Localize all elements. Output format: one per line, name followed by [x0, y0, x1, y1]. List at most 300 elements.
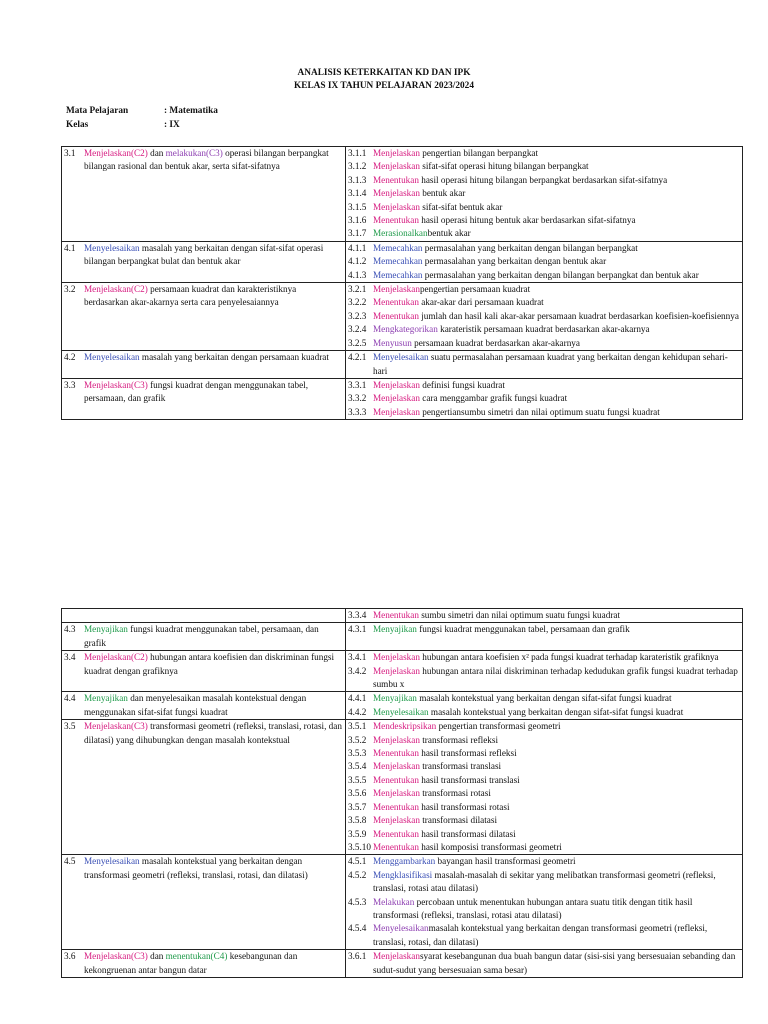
kd-cell: [62, 283, 346, 351]
ipk-number: 4.3.1: [348, 624, 367, 635]
ipk-number: 4.5.4: [348, 923, 367, 934]
ipk-number: 4.5.1: [348, 856, 367, 867]
table-row: [62, 720, 743, 855]
ipk-text: [373, 896, 739, 923]
ipk-item: [348, 296, 739, 309]
kd-item: [64, 283, 342, 310]
verb-highlight: Menjelaskan(C3): [84, 721, 148, 732]
ipk-number: 3.1.6: [348, 215, 367, 226]
ipk-item: [348, 896, 739, 923]
meta-label: Kelas: [66, 119, 89, 130]
title-line-2: KELAS IX TAHUN PELAJARAN 2023/2024: [294, 81, 474, 91]
verb-highlight: Menjelaskan: [373, 761, 420, 772]
ipk-text: [373, 869, 739, 896]
ipk-text: [373, 406, 739, 419]
ipk-text: [373, 379, 739, 392]
kd-text: [84, 623, 342, 650]
text-segment: hasil transformasi refleksi: [418, 748, 517, 759]
kd-cell: [62, 651, 346, 692]
verb-highlight: Menentukan: [373, 174, 419, 185]
kd-cell: [62, 720, 346, 855]
ipk-number: 3.5.4: [348, 761, 367, 772]
ipk-cell: [346, 147, 743, 242]
ipk-item: [348, 227, 739, 240]
ipk-number: 3.5.2: [348, 734, 367, 745]
verb-highlight: Menyusun: [373, 337, 412, 348]
ipk-number: 3.4.2: [348, 665, 367, 676]
verb-highlight: Menentukan: [373, 310, 419, 321]
text-segment: persamaan kuadrat dan karakteristiknya berdasarkan akar-akarnya serta cara penyelesaiannya: [84, 284, 297, 308]
ipk-number: 3.1.5: [348, 201, 367, 212]
ipk-text: [373, 310, 739, 323]
ipk-item: [348, 814, 739, 827]
ipk-item: [348, 283, 739, 296]
ipk-text: [373, 760, 739, 773]
ipk-text: [373, 174, 739, 187]
kd-item: [64, 692, 342, 719]
ipk-text: [373, 950, 739, 977]
text-segment: hasil transformasi dilatasi: [418, 828, 516, 839]
ipk-item: [348, 720, 739, 733]
ipk-item: [348, 201, 739, 214]
meta-row-class: [66, 119, 218, 133]
table-row: [62, 378, 743, 419]
ipk-number: 3.5.6: [348, 788, 367, 799]
text-segment: hasil operasi hitung bilangan berpangkat berdasarkan sifat-sifatnya: [418, 174, 668, 185]
ipk-item: [348, 174, 739, 187]
text-segment: dan: [147, 148, 166, 158]
text-segment: sifat-sifat bentuk akar: [419, 201, 503, 212]
ipk-text: [373, 609, 739, 622]
text-segment: jumlah dan hasil kali akar-akar persamaan kuadrat berdasarkan koefisien-koefisiennya: [418, 310, 739, 321]
text-segment: dan menyelesaikan masalah kontekstual dengan menggunakan sifat-sifat fungsi kuadrat: [84, 693, 307, 717]
ipk-number: 4.2.1: [348, 352, 367, 363]
verb-highlight: Melakukan: [373, 896, 415, 907]
verb-highlight: Menjelaskan: [373, 161, 420, 172]
ipk-item: [348, 351, 739, 378]
verb-highlight: Menentukan: [373, 841, 419, 852]
text-segment: masalah kontekstual yang berkaitan dengan sifat-sifat fungsi kuadrat: [416, 693, 672, 704]
ipk-number: 4.4.1: [348, 693, 367, 704]
ipk-text: [373, 828, 739, 841]
ipk-item: [348, 323, 739, 336]
ipk-item: [348, 623, 739, 636]
ipk-number: 4.1.3: [348, 269, 367, 280]
verb-highlight: Menjelaskan: [373, 951, 420, 962]
ipk-text: [373, 255, 739, 268]
kd-ipk-table-2: [61, 608, 743, 978]
meta-label: Mata Pelajaran: [66, 106, 129, 116]
ipk-cell: [346, 623, 743, 651]
ipk-item: [348, 147, 739, 160]
verb-highlight: Menjelaskan(C2): [84, 652, 148, 663]
kd-item: [64, 379, 342, 406]
text-segment: permasalahan yang berkaitan dengan bilangan berpangkat dan bentuk akar: [422, 269, 699, 280]
text-segment: hubungan antara koefisien dan diskriminan fungsi kuadrat dengan grafiknya: [84, 652, 335, 676]
kd-number: 3.2: [64, 284, 76, 295]
ipk-number: 3.5.1: [348, 721, 367, 732]
ipk-item: [348, 706, 739, 719]
ipk-text: [373, 201, 739, 214]
ipk-item: [348, 242, 739, 255]
ipk-item: [348, 760, 739, 773]
verb-highlight: Menjelaskan: [373, 406, 420, 417]
text-segment: hasil komposisi transformasi geometri: [418, 841, 562, 852]
text-segment: pengertian bilangan berpangkat: [419, 148, 539, 158]
kd-number: 4.2: [64, 352, 76, 363]
verb-highlight: Menjelaskan: [373, 201, 420, 212]
meta-value: : IX: [164, 119, 180, 130]
ipk-text: [373, 296, 739, 309]
verb-highlight: Menggambarkan: [373, 856, 436, 867]
kd-number: 3.1: [64, 148, 76, 158]
table-row: [62, 623, 743, 651]
kd-item: [64, 623, 342, 650]
verb-highlight: Menjelaskan: [373, 148, 420, 158]
text-segment: pengertian transformasi geometri: [436, 721, 561, 732]
ipk-item: [348, 692, 739, 705]
text-segment: hasil transformasi rotasi: [418, 801, 510, 812]
kd-number: 4.1: [64, 242, 76, 253]
ipk-text: [373, 214, 739, 227]
ipk-item: [348, 406, 739, 419]
ipk-number: 3.3.1: [348, 379, 367, 390]
kd-number: 4.4: [64, 693, 76, 704]
ipk-text: [373, 734, 739, 747]
ipk-cell: [346, 351, 743, 379]
ipk-number: 3.1.7: [348, 228, 367, 239]
ipk-number: 3.5.10: [348, 841, 371, 852]
ipk-text: [373, 692, 739, 705]
ipk-text: [373, 323, 739, 336]
ipk-text: [373, 787, 739, 800]
kd-text: [84, 855, 342, 882]
text-segment: cara menggambar grafik fungsi kuadrat: [419, 393, 568, 404]
kd-item: [64, 147, 342, 174]
ipk-number: 3.3.2: [348, 393, 367, 404]
verb-highlight: Menjelaskan: [373, 188, 420, 199]
ipk-item: [348, 379, 739, 392]
meta-value: : Matematika: [164, 106, 218, 116]
ipk-item: [348, 787, 739, 800]
kd-cell: [62, 623, 346, 651]
verb-highlight: Menjelaskan(C2): [84, 148, 148, 158]
ipk-item: [348, 801, 739, 814]
ipk-number: 3.1.2: [348, 161, 367, 172]
verb-highlight: Menjelaskan: [373, 284, 420, 295]
ipk-number: 3.5.9: [348, 828, 367, 839]
text-segment: hasil operasi hitung bentuk akar berdasarkan sifat-sifatnya: [418, 215, 636, 226]
verb-highlight: Menjelaskan: [373, 665, 420, 676]
ipk-number: 3.5.5: [348, 774, 367, 785]
ipk-item: [348, 828, 739, 841]
text-segment: hubungan antara koefisien x² pada fungsi kuadrat terhadap karateristik grafiknya: [419, 652, 719, 663]
ipk-item: [348, 214, 739, 227]
kd-text: [84, 379, 342, 406]
ipk-item: [348, 310, 739, 323]
verb-highlight: Menjelaskan: [373, 734, 420, 745]
ipk-text: [373, 242, 739, 255]
ipk-cell: [346, 241, 743, 282]
ipk-cell: [346, 950, 743, 978]
text-segment: transformasi translasi: [419, 761, 502, 772]
verb-highlight: Menentukan: [373, 774, 419, 785]
text-segment: permasalahan yang berkaitan dengan bilangan berpangkat: [422, 242, 638, 253]
ipk-text: [373, 855, 739, 868]
ipk-number: 3.5.7: [348, 801, 367, 812]
ipk-number: 3.4.1: [348, 652, 367, 663]
ipk-item: [348, 269, 739, 282]
ipk-number: 3.2.5: [348, 337, 367, 348]
table-row: [62, 855, 743, 950]
kd-ipk-table-1: [61, 146, 743, 420]
table-row: [62, 147, 743, 242]
ipk-item: [348, 855, 739, 868]
text-segment: pengertiansumbu simetri dan nilai optimum suatu fungsi kuadrat: [419, 406, 660, 417]
kd-cell: [62, 378, 346, 419]
kd-cell: [62, 950, 346, 978]
text-segment: hubungan antara nilai diskriminan terhadap kedudukan grafik fungsi kuadrat terhadap sumbu x: [373, 665, 738, 690]
text-segment: kesebangunan dan kekongruenan antar bangun datar: [84, 951, 298, 975]
text-segment: bentuk akar: [419, 188, 466, 199]
ipk-item: [348, 651, 739, 664]
table-row: [62, 351, 743, 379]
ipk-number: 4.1.2: [348, 256, 367, 267]
ipk-text: [373, 392, 739, 405]
kd-cell: [62, 351, 346, 379]
verb-highlight: Menyelesaikan: [373, 352, 429, 363]
verb-highlight: Memecahkan: [373, 242, 423, 253]
verb-highlight: Menyelesaikan: [84, 856, 140, 867]
kd-cell: [62, 147, 346, 242]
ipk-text: [373, 801, 739, 814]
verb-highlight: Menyajikan: [84, 624, 128, 635]
ipk-number: 3.3.4: [348, 610, 367, 620]
text-segment: fungsi kuadrat menggunakan tabel, persamaan dan grafik: [416, 624, 630, 635]
verb-highlight: Menjelaskan(C3): [84, 951, 148, 962]
verb-highlight: Menjelaskan(C2): [84, 284, 148, 295]
kd-cell: [62, 609, 346, 623]
verb-highlight: Menentukan: [373, 297, 419, 308]
text-segment: masalah kontekstual yang berkaitan dengan transformasi geometri (refleksi, translasi, rotasi, dan dilatasi): [84, 856, 308, 880]
verb-highlight: Menjelaskan: [373, 393, 420, 404]
ipk-text: [373, 187, 739, 200]
kd-number: 3.4: [64, 652, 76, 663]
verb-highlight: Mengklasifikasi: [373, 869, 433, 880]
text-segment: masalah yang berkaitan dengan persamaan kuadrat: [139, 352, 329, 363]
ipk-text: [373, 665, 739, 692]
ipk-cell: [346, 651, 743, 692]
ipk-item: [348, 841, 739, 854]
ipk-text: [373, 147, 739, 160]
text-segment: percobaan untuk menentukan hubungan antara suatu titik dengan titik hasil transformasi (refleksi, translasi, rotasi atau dilatasi): [373, 896, 693, 920]
ipk-text: [373, 720, 739, 733]
ipk-text: [373, 623, 739, 636]
verb-highlight: Menentukan: [373, 828, 419, 839]
kd-item: [64, 242, 342, 269]
text-segment: sumbu simetri dan nilai optimum suatu fungsi kuadrat: [418, 610, 621, 620]
ipk-text: [373, 160, 739, 173]
verb-highlight: Menyajikan: [373, 693, 417, 704]
ipk-item: [348, 337, 739, 350]
verb-highlight: Menyajikan: [84, 693, 128, 704]
verb-highlight: Menyelesaikan: [84, 352, 140, 363]
ipk-cell: [346, 283, 743, 351]
ipk-text: [373, 814, 739, 827]
verb-highlight: Merasionalkan: [373, 228, 428, 239]
text-segment: masalah yang berkaitan dengan sifat-sifat operasi bilangan berpangkat bulat dan bentuk akar: [84, 242, 324, 267]
verb-highlight: Menyajikan: [373, 624, 417, 635]
verb-highlight: Menentukan: [373, 801, 419, 812]
text-segment: bentuk akar: [427, 228, 471, 239]
ipk-item: [348, 774, 739, 787]
kd-cell: [62, 855, 346, 950]
kd-text: [84, 283, 342, 310]
verb-highlight: Memecahkan: [373, 269, 423, 280]
ipk-number: 3.2.2: [348, 297, 367, 308]
text-segment: masalah kontekstual yang berkaitan dengan transformasi geometri (refleksi, translasi, rotasi, dan dilatasi): [373, 923, 708, 947]
document-meta: [66, 105, 218, 132]
ipk-number: 3.2.1: [348, 284, 367, 295]
verb-highlight: Menyelesaikan: [373, 706, 429, 717]
ipk-text: [373, 747, 739, 760]
text-segment: operasi bilangan berpangkat bilangan rasional dan bentuk akar, serta sifat-sifatnya: [84, 148, 329, 172]
verb-highlight: Menjelaskan: [373, 788, 420, 799]
ipk-number: 3.3.3: [348, 406, 367, 417]
verb-highlight: Menyelesaikan: [373, 923, 429, 934]
kd-number: 3.3: [64, 379, 76, 390]
meta-row-subject: [66, 105, 218, 119]
ipk-number: 3.5.8: [348, 815, 367, 826]
ipk-number: 3.6.1: [348, 951, 367, 962]
ipk-text: [373, 651, 739, 664]
verb-highlight: Menjelaskan(C3): [84, 379, 148, 390]
text-segment: transformasi geometri (refleksi, translasi, rotasi, dan dilatasi) yang dihubungkan dengan masalah kontekstual: [84, 721, 342, 745]
kd-number: 4.5: [64, 856, 76, 867]
ipk-item: [348, 665, 739, 692]
text-segment: bayangan hasil transformasi geometri: [435, 856, 576, 867]
ipk-item: [348, 392, 739, 405]
text-segment: sifat-sifat operasi hitung bilangan berpangkat: [419, 161, 589, 172]
ipk-text: [373, 269, 739, 282]
text-segment: pengertian persamaan kuadrat: [419, 284, 531, 295]
ipk-cell: [346, 609, 743, 623]
ipk-item: [348, 160, 739, 173]
ipk-cell: [346, 855, 743, 950]
text-segment: hasil transformasi translasi: [418, 774, 520, 785]
ipk-number: 3.1.4: [348, 188, 367, 199]
text-segment: karateristik persamaan kuadrat berdasarkan akar-akarnya: [437, 324, 650, 335]
text-segment: masalah-masalah di sekitar yang melibatkan transformasi geometri (refleksi, translasi, rotasi atau dilatasi): [373, 869, 716, 894]
text-segment: transformasi refleksi: [419, 734, 499, 745]
ipk-text: [373, 706, 739, 719]
ipk-item: [348, 950, 739, 977]
table-row: [62, 692, 743, 720]
ipk-number: 3.1.1: [348, 148, 367, 158]
ipk-text: [373, 227, 739, 240]
verb-highlight: Mendeskripsikan: [373, 721, 437, 732]
ipk-number: 3.2.3: [348, 310, 367, 321]
ipk-number: 3.2.4: [348, 324, 367, 335]
kd-text: [84, 692, 342, 719]
verb-highlight: menentukan(C4): [165, 951, 228, 962]
ipk-number: 3.1.3: [348, 174, 367, 185]
verb-highlight: Mengkategorikan: [373, 324, 438, 335]
ipk-number: 4.5.2: [348, 869, 367, 880]
ipk-text: [373, 774, 739, 787]
kd-text: [84, 950, 342, 977]
kd-text: [84, 242, 342, 269]
ipk-text: [373, 841, 739, 854]
text-segment: syarat kesebangunan dua buah bangun datar (sisi-sisi yang bersesuaian sebanding dan sudut-sudut yang bersesuaian sama besar): [373, 951, 736, 975]
text-segment: persamaan kuadrat berdasarkan akar-akarnya: [411, 337, 580, 348]
verb-highlight: Memecahkan: [373, 256, 423, 267]
ipk-number: 4.4.2: [348, 706, 367, 717]
kd-item: [64, 720, 342, 747]
kd-cell: [62, 692, 346, 720]
verb-highlight: Menentukan: [373, 610, 419, 620]
ipk-item: [348, 609, 739, 622]
table-row: [62, 651, 743, 692]
kd-item: [64, 651, 342, 678]
ipk-number: 4.5.3: [348, 896, 367, 907]
ipk-item: [348, 187, 739, 200]
ipk-cell: [346, 378, 743, 419]
document-title: [0, 67, 768, 93]
text-segment: akar-akar dari persamaan kuadrat: [418, 297, 544, 308]
ipk-cell: [346, 720, 743, 855]
ipk-item: [348, 255, 739, 268]
table-row: [62, 241, 743, 282]
ipk-item: [348, 747, 739, 760]
ipk-text: [373, 283, 739, 296]
kd-text: [84, 720, 342, 747]
verb-highlight: Menjelaskan: [373, 379, 420, 390]
ipk-item: [348, 869, 739, 896]
kd-number: 4.3: [64, 624, 76, 635]
table-row: [62, 283, 743, 351]
kd-text: [84, 351, 342, 364]
text-segment: definisi fungsi kuadrat: [419, 379, 505, 390]
text-segment: fungsi kuadrat menggunakan tabel, persamaan, dan grafik: [84, 624, 319, 648]
table-row: [62, 950, 743, 978]
text-segment: fungsi kuadrat dengan menggunakan tabel, persamaan, dan grafik: [84, 379, 309, 404]
verb-highlight: Menjelaskan: [373, 652, 420, 663]
text-segment: masalah kontekstual yang berkaitan dengan sifat-sifat fungsi kuadrat: [428, 706, 684, 717]
kd-item: [64, 855, 342, 882]
verb-highlight: Menyelesaikan: [84, 242, 140, 253]
text-segment: permasalahan yang berkaitan dengan bentuk akar: [422, 256, 607, 267]
table-row: [62, 609, 743, 623]
ipk-number: 4.1.1: [348, 242, 367, 253]
ipk-text: [373, 351, 739, 378]
kd-item: [64, 351, 342, 364]
text-segment: dan: [147, 951, 166, 962]
text-segment: suatu permasalahan persamaan kuadrat yang berkaitan dengan kehidupan sehari-hari: [373, 352, 728, 376]
verb-highlight: Menjelaskan: [373, 815, 420, 826]
kd-text: [84, 147, 342, 174]
kd-number: 3.5: [64, 721, 76, 732]
ipk-item: [348, 922, 739, 949]
kd-item: [64, 950, 342, 977]
verb-highlight: Menentukan: [373, 215, 419, 226]
ipk-text: [373, 337, 739, 350]
ipk-number: 3.5.3: [348, 748, 367, 759]
kd-cell: [62, 241, 346, 282]
kd-text: [84, 651, 342, 678]
kd-number: 3.6: [64, 951, 76, 962]
ipk-cell: [346, 692, 743, 720]
